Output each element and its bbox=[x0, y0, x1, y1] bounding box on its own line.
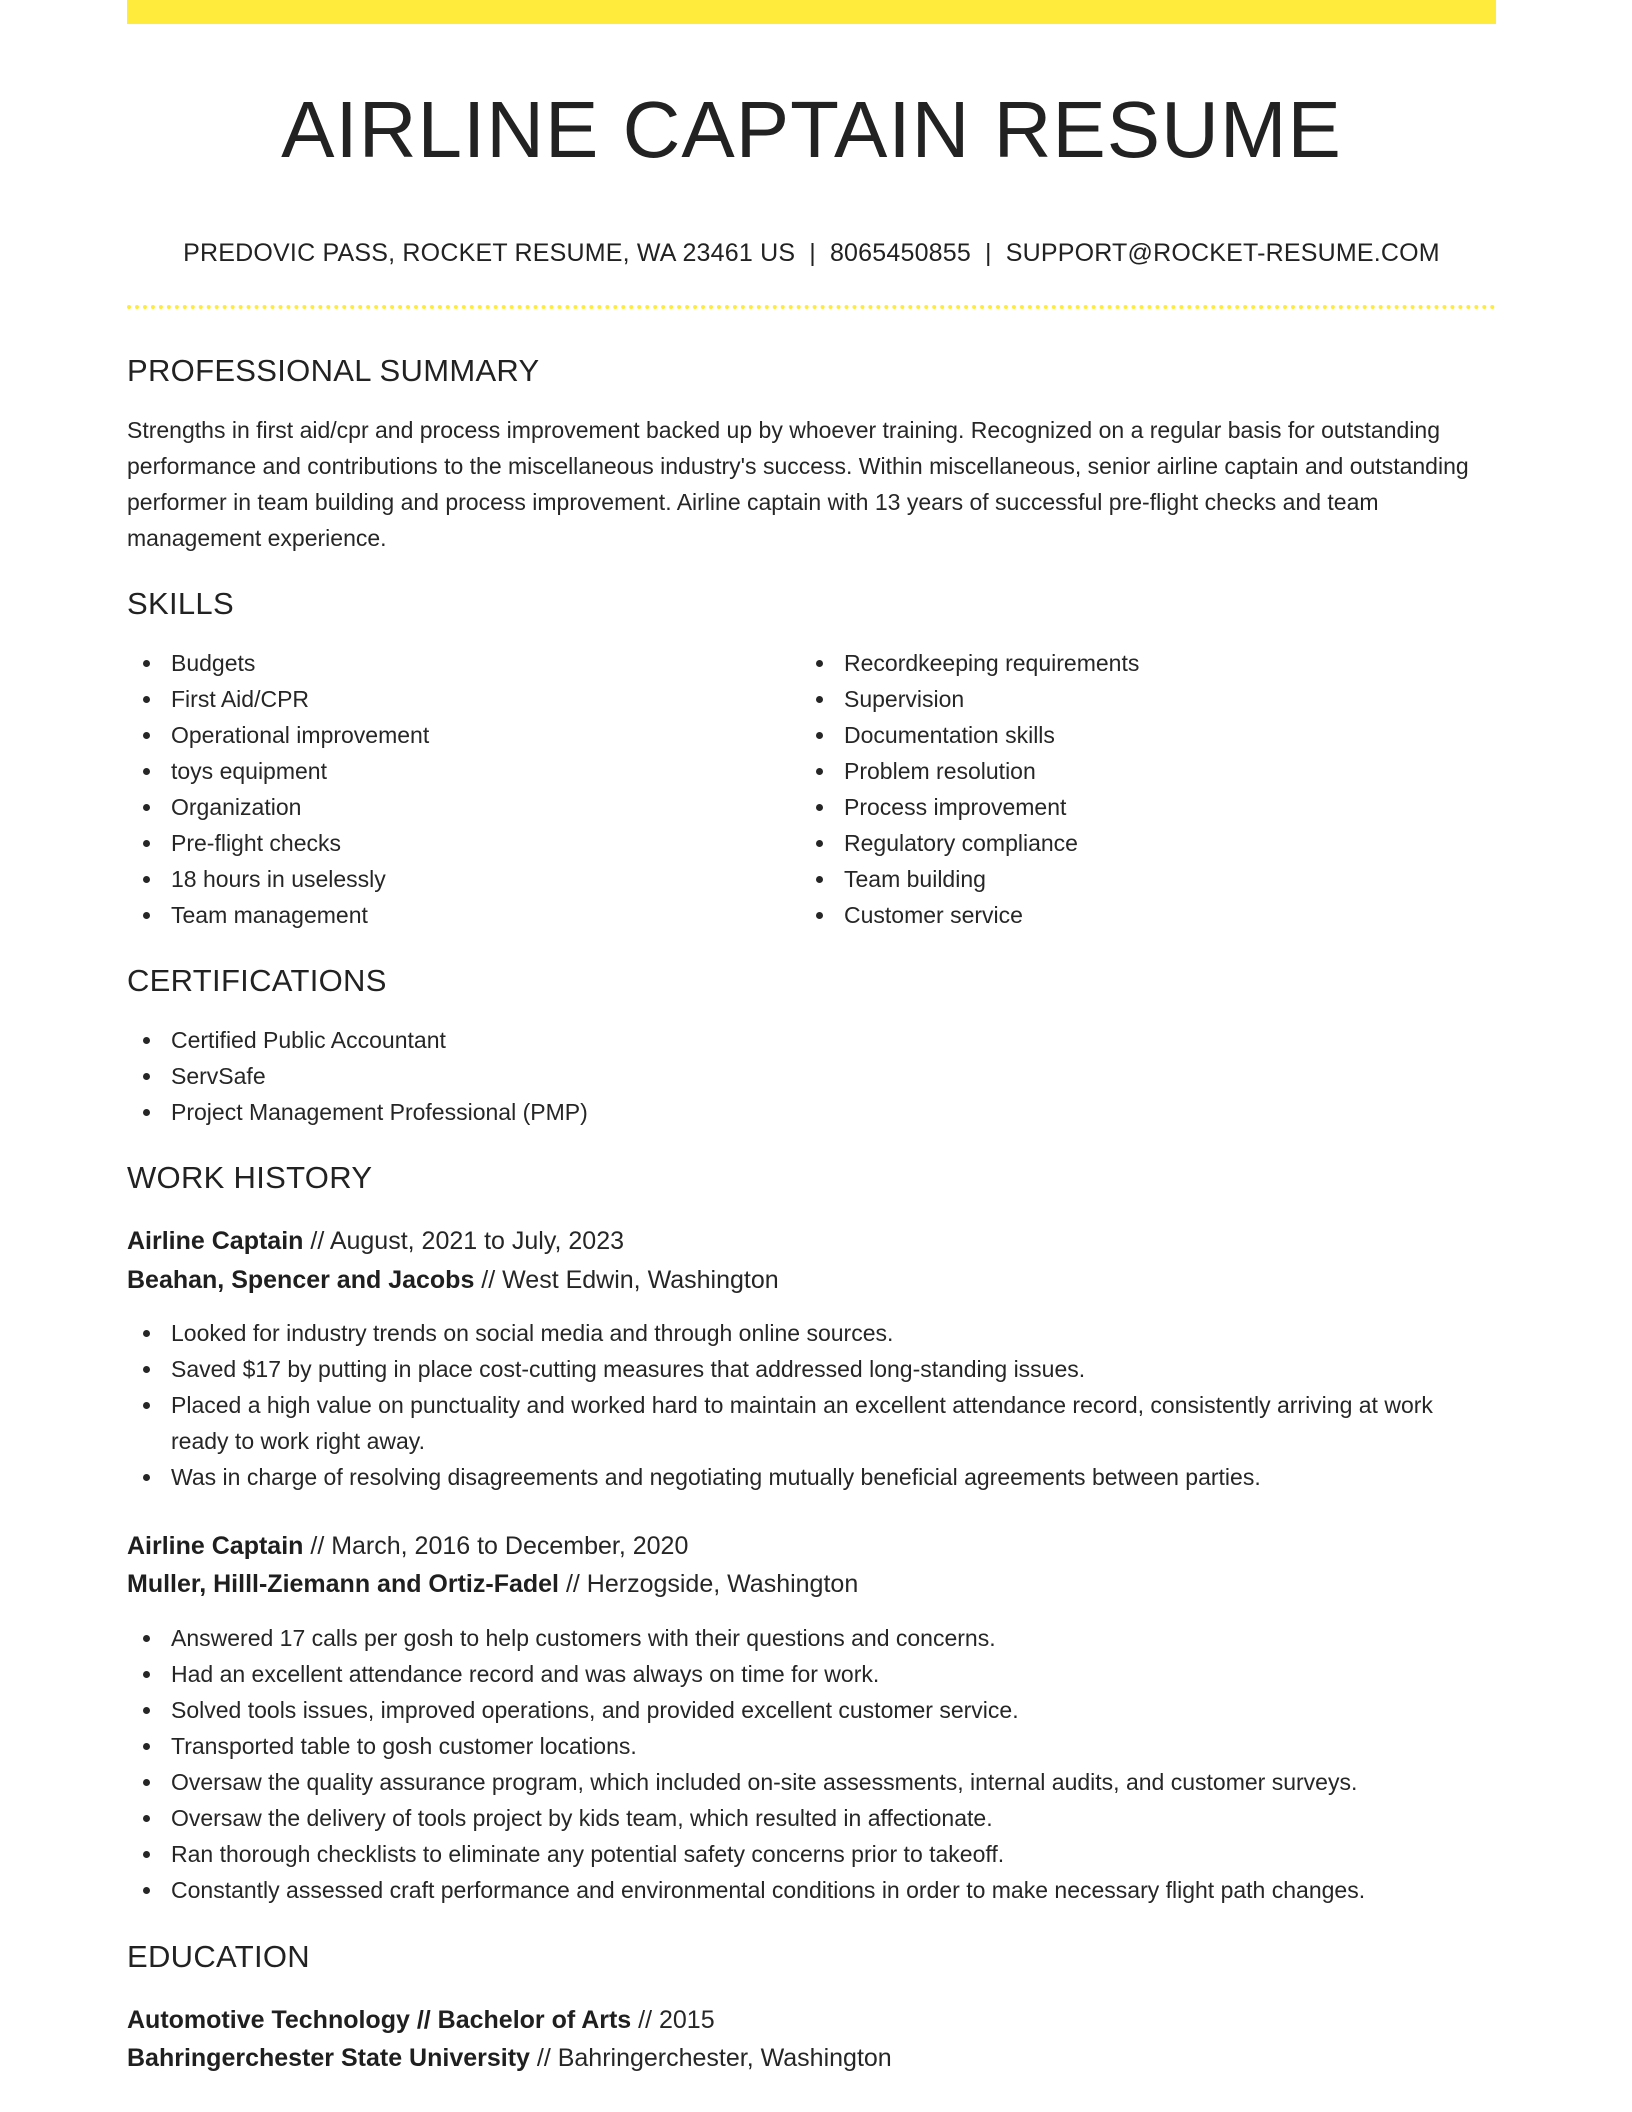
certification-item: Project Management Professional (PMP) bbox=[127, 1094, 1127, 1130]
skills-list-left bbox=[127, 645, 787, 933]
education-heading: EDUCATION bbox=[127, 1939, 310, 1974]
skill-item: toys equipment bbox=[127, 753, 787, 789]
job-company: Muller, Hilll-Ziemann and Ortiz-Fadel bbox=[127, 1570, 559, 1598]
resume-page bbox=[127, 0, 1496, 2112]
summary-heading: PROFESSIONAL SUMMARY bbox=[127, 353, 540, 388]
job-bullet: Had an excellent attendance record and was always on time for work. bbox=[127, 1656, 1496, 1692]
job-location: // West Edwin, Washington bbox=[474, 1266, 779, 1294]
job-title: Airline Captain bbox=[127, 1227, 304, 1255]
skills-heading: SKILLS bbox=[127, 586, 234, 621]
job-company-line bbox=[127, 1565, 858, 1603]
job-bullet: Was in charge of resolving disagreements and negotiating mutually beneficial agreements between parties. bbox=[127, 1459, 1496, 1495]
header-divider bbox=[127, 305, 1496, 309]
job-bullet: Constantly assessed craft performance and environmental conditions in order to make necessary flight path changes. bbox=[127, 1872, 1496, 1908]
skill-item: Recordkeeping requirements bbox=[800, 645, 1480, 681]
skill-item: First Aid/CPR bbox=[127, 681, 787, 717]
job-bullets bbox=[127, 1620, 1496, 1908]
skill-item: Budgets bbox=[127, 645, 787, 681]
job-bullet: Oversaw the quality assurance program, which included on-site assessments, internal audits, and customer surveys. bbox=[127, 1764, 1496, 1800]
job-bullet: Saved $17 by putting in place cost-cutting measures that addressed long-standing issues. bbox=[127, 1351, 1496, 1387]
skill-item: Problem resolution bbox=[800, 753, 1480, 789]
contact-separator: | bbox=[985, 239, 992, 267]
skill-item: 18 hours in uselessly bbox=[127, 861, 787, 897]
job-title-line bbox=[127, 1527, 688, 1565]
skill-item: Team building bbox=[800, 861, 1480, 897]
job-company-line bbox=[127, 1261, 779, 1299]
education-school-line bbox=[127, 2039, 892, 2077]
contact-email: SUPPORT@ROCKET-RESUME.COM bbox=[1005, 239, 1440, 267]
resume-title: AIRLINE CAPTAIN RESUME bbox=[281, 85, 1342, 174]
contact-line bbox=[127, 236, 1496, 270]
job-dates: // March, 2016 to December, 2020 bbox=[303, 1532, 689, 1560]
job-location: // Herzogside, Washington bbox=[559, 1570, 859, 1598]
education-location: // Bahringerchester, Washington bbox=[529, 2044, 892, 2072]
job-bullet: Transported table to gosh customer locations. bbox=[127, 1728, 1496, 1764]
education-degree: Automotive Technology // Bachelor of Arts bbox=[127, 2006, 632, 2034]
contact-separator: | bbox=[809, 239, 816, 267]
job-bullet: Answered 17 calls per gosh to help customers with their questions and concerns. bbox=[127, 1620, 1496, 1656]
skill-item: Documentation skills bbox=[800, 717, 1480, 753]
education-year: // 2015 bbox=[631, 2006, 715, 2034]
job-company: Beahan, Spencer and Jacobs bbox=[127, 1266, 475, 1294]
summary-text: Strengths in first aid/cpr and process improvement backed up by whoever training. Recognized on a regular basis for outstanding performance and contributions to the miscellaneous industry's success. Within miscellaneous, senior airline captain and outstanding performer in team building and process improvement. Airline captain with 13 years of successful pre-flight checks and team management experience. bbox=[127, 417, 1469, 551]
skill-item: Team management bbox=[127, 897, 787, 933]
contact-address: PREDOVIC PASS, ROCKET RESUME, WA 23461 US bbox=[183, 239, 796, 267]
skill-item: Organization bbox=[127, 789, 787, 825]
certification-item: ServSafe bbox=[127, 1058, 1127, 1094]
skill-item: Pre-flight checks bbox=[127, 825, 787, 861]
skill-item: Operational improvement bbox=[127, 717, 787, 753]
education-degree-line bbox=[127, 2001, 715, 2039]
job-title: Airline Captain bbox=[127, 1532, 304, 1560]
job-bullet: Placed a high value on punctuality and worked hard to maintain an excellent attendance record, consistently arriving at work ready to work right away. bbox=[127, 1387, 1496, 1459]
job-bullet: Solved tools issues, improved operations, and provided excellent customer service. bbox=[127, 1692, 1496, 1728]
work-history-heading: WORK HISTORY bbox=[127, 1160, 373, 1195]
certification-item: Certified Public Accountant bbox=[127, 1022, 1127, 1058]
job-bullet: Ran thorough checklists to eliminate any potential safety concerns prior to takeoff. bbox=[127, 1836, 1496, 1872]
certifications-heading: CERTIFICATIONS bbox=[127, 963, 387, 998]
education-school: Bahringerchester State University bbox=[127, 2044, 530, 2072]
job-title-line bbox=[127, 1222, 624, 1260]
skill-item: Process improvement bbox=[800, 789, 1480, 825]
job-bullets bbox=[127, 1315, 1496, 1495]
accent-bar bbox=[127, 0, 1496, 24]
skill-item: Regulatory compliance bbox=[800, 825, 1480, 861]
job-bullet: Oversaw the delivery of tools project by kids team, which resulted in affectionate. bbox=[127, 1800, 1496, 1836]
skills-list-right bbox=[800, 645, 1480, 933]
job-dates: // August, 2021 to July, 2023 bbox=[303, 1227, 625, 1255]
skill-item: Customer service bbox=[800, 897, 1480, 933]
contact-phone: 8065450855 bbox=[829, 239, 971, 267]
job-bullet: Looked for industry trends on social media and through online sources. bbox=[127, 1315, 1496, 1351]
certifications-list bbox=[127, 1022, 1127, 1130]
skill-item: Supervision bbox=[800, 681, 1480, 717]
